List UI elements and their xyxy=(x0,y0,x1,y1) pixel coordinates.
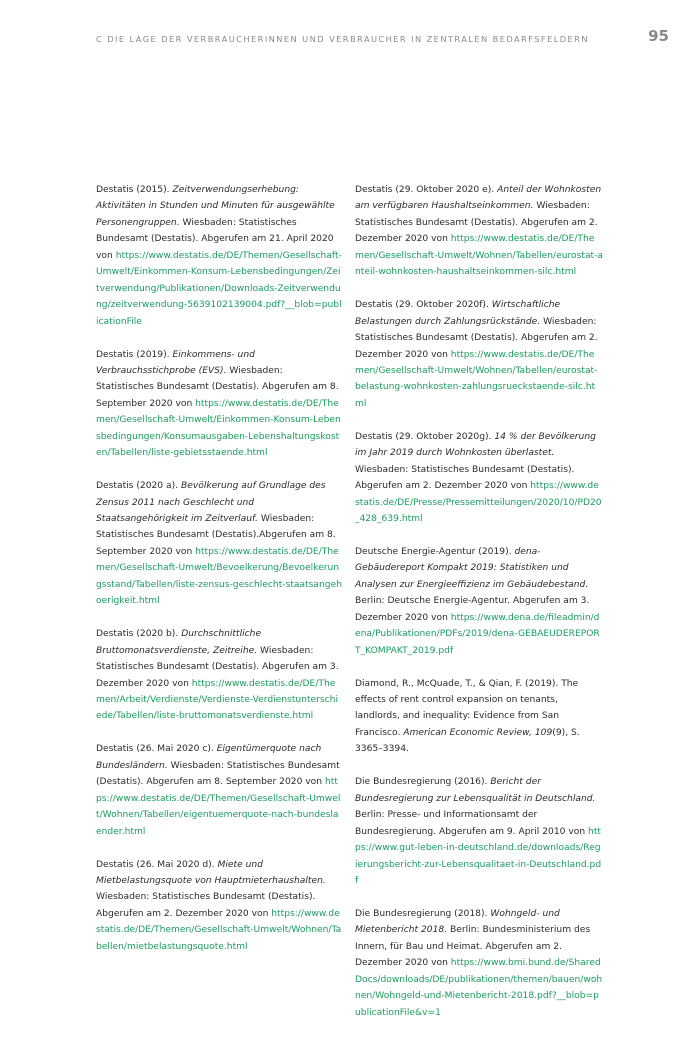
reference-entry xyxy=(355,774,603,889)
reference-entry xyxy=(355,429,603,528)
reference-details: Wiesbaden: Statistisches Bundesamt (Destatis).Abgerufen am 8. September 2020 von xyxy=(96,514,336,557)
reference-author: Destatis (26. Mai 2020 c). xyxy=(96,744,214,755)
reference-link[interactable]: https://www.destatis.de/DE/Themen/Arbeit/Verdienste/Verdienste-Verdienstunterschiede/Tabellen/liste-bruttomonatsverdienste.html xyxy=(96,678,338,722)
reference-link[interactable]: https://www.destatis.de/DE/Themen/Gesellschaft-Umwelt/Einkommen-Konsum-Lebensbedingungen/Konsumausgaben-Lebenshaltungskosten/Tabellen/liste-gebietsstaende.html xyxy=(96,398,341,459)
reference-title: Einkommens- und Verbrauchsstichprobe (EVS). xyxy=(96,349,255,376)
reference-author: Die Bundesregierung (2018). xyxy=(355,908,488,919)
reference-author: Destatis (29. Oktober 2020f). xyxy=(355,300,489,311)
reference-entry xyxy=(355,906,603,1021)
page-number: 95 xyxy=(648,27,669,45)
reference-entry xyxy=(96,741,342,840)
reference-entry xyxy=(96,626,342,725)
reference-entry xyxy=(96,182,342,330)
reference-author: Diamond, R., McQuade, T., & Qian, F. (2019). The effects of rent control expansion on tenants, landlords, and inequality: Evidence from San Francisco. xyxy=(355,678,579,738)
reference-title: Bericht der Bundesregierung zur Lebensqualität in Deutschland. xyxy=(355,777,596,804)
reference-details: Wiesbaden: Statistisches Bundesamt (Destatis). Abgerufen am 2. Dezember 2020 von xyxy=(355,201,598,245)
reference-entry xyxy=(96,857,342,956)
reference-details: Wiesbaden: Statistisches Bundesamt (Destatis). Abgerufen am 2. Dezember 2020 von xyxy=(96,892,316,919)
reference-author: Destatis (29. Oktober 2020g). xyxy=(355,431,492,442)
reference-author: Destatis (26. Mai 2020 d). xyxy=(96,859,215,870)
reference-link[interactable]: https://www.destatis.de/DE/Themen/Gesellschaft-Umwelt/Wohnen/Tabellen/eurostat-belastung-wohnkosten-zahlungsrueckstaende-silc.html xyxy=(355,349,598,409)
reference-entry xyxy=(96,478,342,610)
reference-details: Wiesbaden: Statistisches Bundesamt (Destatis). Abgerufen am 2. Dezember 2020 von xyxy=(355,316,598,360)
reference-title: Wohngeld- und Mietenbericht 2018. xyxy=(355,908,560,936)
reference-title: dena-Gebäudereport Kompakt 2019: Statistiken und Analysen zur Energieeffizienz im Gebäudebestand. xyxy=(355,546,589,590)
reference-entry xyxy=(355,297,603,412)
reference-entry xyxy=(96,347,342,462)
reference-author: Destatis (2020 a). xyxy=(96,481,179,492)
reference-details: Berlin: Presse- und Informationsamt der Bundesregierung. Abgerufen am 9. April 2010 von xyxy=(355,810,586,837)
reference-link[interactable]: https://www.bmi.bund.de/SharedDocs/downloads/DE/publikationen/themen/bauen/wohnen/Wohngeld-und-Mietenbericht-2018.pdf?__blob=publicationFile&v=1 xyxy=(355,958,603,1018)
reference-title: Miete und Mietbelastungsquote von Hauptmieterhaushalten. xyxy=(96,859,326,886)
reference-details: (9), S. 3365–3394. xyxy=(355,727,580,755)
reference-author: Die Bundesregierung (2016). xyxy=(355,777,488,788)
reference-title: Bevölkerung auf Grundlage des Zensus 2011 nach Geschlecht und Staatsangehörigkeit im Zeitverlauf. xyxy=(96,481,326,525)
reference-column-right xyxy=(355,182,603,1037)
reference-title: Durchschnittliche Bruttomonatsverdienste, Zeitreihe. xyxy=(96,629,262,656)
reference-entry xyxy=(355,676,603,758)
reference-title: Eigentümerquote nach Bundesländern. xyxy=(96,744,322,771)
reference-entry xyxy=(355,182,603,281)
reference-link[interactable]: https://www.destatis.de/DE/Themen/Gesellschaft-Umwelt/Wohnen/Tabellen/eigentuemerquote-nach-bundeslaender.html xyxy=(96,777,341,837)
reference-link[interactable]: https://www.destatis.de/DE/Themen/Gesellschaft-Umwelt/Wohnen/Tabellen/eurostat-anteil-wohnkosten-haushaltseinkommen-silc.html xyxy=(355,234,604,278)
reference-author: Destatis (2019). xyxy=(96,349,170,360)
reference-entry xyxy=(355,544,603,659)
reference-title: Wirtschaftliche Belastungen durch Zahlungsrückstände. xyxy=(355,300,561,327)
reference-title: 14 % der Bevölkerung im Jahr 2019 durch Wohnkosten überlastet. xyxy=(355,431,596,459)
reference-details: Wiesbaden: Statistisches Bundesamt (Destatis). Abgerufen am 2. Dezember 2020 von xyxy=(355,464,575,492)
running-header: C DIE LAGE DER VERBRAUCHERINNEN UND VERBRAUCHER IN ZENTRALEN BEDARFSFELDERN xyxy=(96,34,589,44)
reference-author: Deutsche Energie-Agentur (2019). xyxy=(355,546,512,557)
reference-title: American Economic Review, 109 xyxy=(403,727,553,738)
reference-details: Wiesbaden: Statistisches Bundesamt (Destatis). Abgerufen am 8. September 2020 von xyxy=(96,760,340,788)
reference-author: Destatis (2015). xyxy=(96,185,170,195)
reference-details: Wiesbaden: Statistisches Bundesamt (Destatis). Abgerufen am 8. September 2020 von xyxy=(96,365,339,409)
reference-title: Zeitverwendungserhebung: Aktivitäten in Stunden und Minuten für ausgewählte Personengruppen. xyxy=(96,185,335,228)
reference-details: Wiesbaden: Statistisches Bundesamt (Destatis). Abgerufen am 3. Dezember 2020 von xyxy=(96,645,339,689)
reference-author: Destatis (29. Oktober 2020 e). xyxy=(355,185,495,195)
reference-link[interactable]: https://www.destatis.de/DE/Themen/Gesellschaft-Umwelt/Einkommen-Konsum-Lebensbedingungen/Zeitverwendung/Publikationen/Downloads-Zeitverwendung/zeitverwendung-5639102139004.pdf?__blob=publicationFile xyxy=(96,250,342,327)
reference-details: Berlin: Bundesministerium des Innern, für Bau und Heimat. Abgerufen am 2. Dezember 2020 von xyxy=(355,925,591,969)
reference-column-left xyxy=(96,182,342,972)
reference-link[interactable]: https://www.gut-leben-in-deutschland.de/downloads/Regierungsbericht-zur-Lebensqualitaet-in-Deutschland.pdf xyxy=(355,826,602,886)
reference-details: Wiesbaden: Statistisches Bundesamt (Destatis). Abgerufen am 21. April 2020 von xyxy=(96,217,334,261)
reference-title: Anteil der Wohnkosten am verfügbaren Haushaltseinkommen. xyxy=(355,185,602,212)
reference-details: Berlin: Deutsche Energie-Agentur. Abgerufen am 3. Dezember 2020 von xyxy=(355,596,590,623)
reference-link[interactable]: https://www.dena.de/fileadmin/dena/Publikationen/PDFs/2019/dena-GEBAEUDEREPORT_KOMPAKT_2019.pdf xyxy=(355,612,600,656)
reference-link[interactable]: https://www.destatis.de/DE/Presse/Pressemitteilungen/2020/10/PD20_428_639.html xyxy=(355,481,602,525)
reference-link[interactable]: https://www.destatis.de/DE/Themen/Gesellschaft-Umwelt/Wohnen/Tabellen/mietbelastungsquote.html xyxy=(96,908,342,952)
reference-author: Destatis (2020 b). xyxy=(96,629,179,640)
reference-link[interactable]: https://www.destatis.de/DE/Themen/Gesellschaft-Umwelt/Bevoelkerung/Bevoelkerungsstand/Tabellen/liste-zensus-geschlecht-staatsangehoerigkeit.html xyxy=(96,546,342,607)
